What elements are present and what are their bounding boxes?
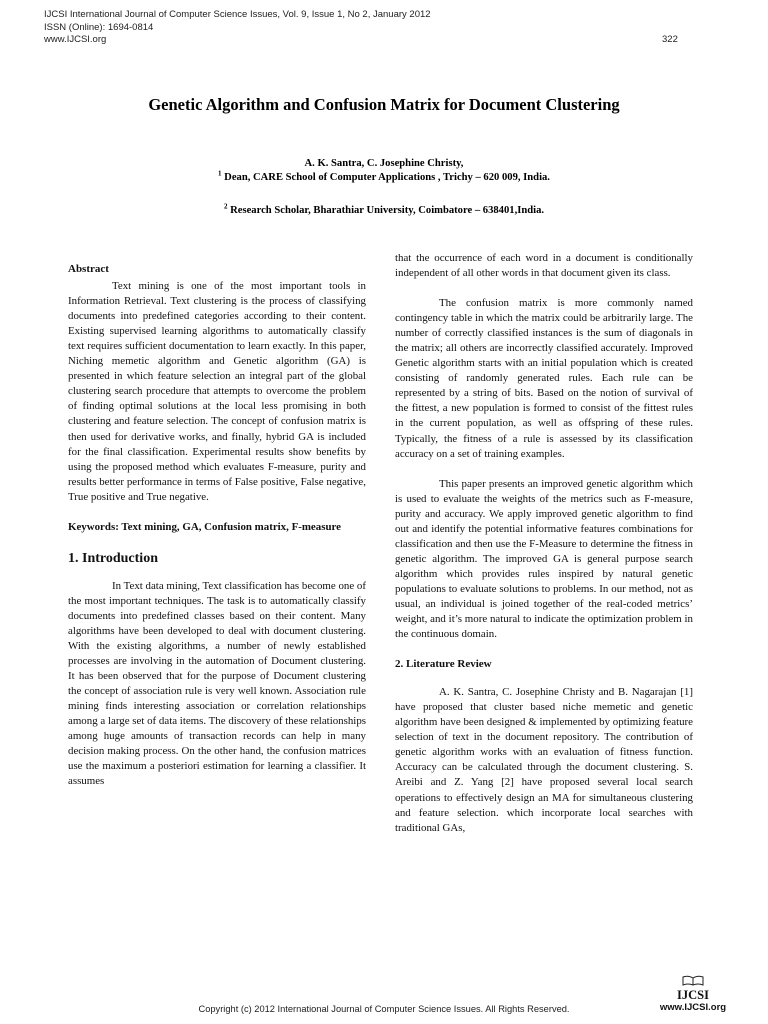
- journal-website: www.IJCSI.org: [44, 34, 107, 46]
- affiliation-2: [0, 202, 768, 216]
- open-book-icon: [652, 975, 734, 989]
- paper-title: Genetic Algorithm and Confusion Matrix for Document Clustering: [148, 95, 620, 114]
- logo-name: IJCSI: [677, 988, 709, 1002]
- logo-url: www.IJCSI.org: [659, 1002, 727, 1013]
- running-header: [44, 9, 431, 47]
- abstract-text: Text mining is one of the most important tools in Information Retrieval. Text clustering is the process of classifying documents into predefined categories according to their content. Existing supervised learning algorithms to automatically classify text requires sufficient documentation to learn exactly. In this paper, Niching memetic algorithm and Genetic algorithm (GA) is presented in which feature selection an integral part of the global clustering search procedure that attempts to overcome the problem of finding optimal solutions at the local less promising in both clustering and feature selection. The concept of confusion matrix is then used for derivative works, and finally, hybrid GA is included for the final classification. Experimental results show benefits by using the proposed method which evaluates F-measure, purity and results better performance in terms of False positive, False negative, True positive and True negative.: [68, 280, 366, 503]
- abstract-heading: Abstract: [68, 263, 109, 275]
- ijcsi-logo: [652, 975, 734, 1013]
- journal-name: IJCSI International Journal of Computer Science Issues, Vol. 9, Issue 1, No 2, January 2012: [44, 9, 431, 20]
- continuation-paragraph: that the occurrence of each word in a document is conditionally independent of all other words in that document given its class.: [395, 252, 693, 280]
- introduction-text: In Text data mining, Text classification has become one of the most important techniques. The task is to automatically classify documents into predefined classes based on their content. Many algorithms have been developed to deal with document clustering. With the existing algorithms, a number of newly established processes are involving in the automation of Document clustering. It has been observed that for the purpose of Document clustering the concept of association rule is very well known. Association rule mining finds interesting association or correlation relationships among a large set of data items. The discovery of these relationships among huge amounts of transaction records can help in many decision making process. On the other hand, the confusion matrices use the maximum a posteriori estimation for learning a classifier. It assumes: [68, 579, 366, 788]
- introduction-heading: 1. Introduction: [68, 550, 158, 566]
- left-column: [68, 262, 366, 789]
- copyright-footer: Copyright (c) 2012 International Journal of Computer Science Issues. All Rights Reserved.: [198, 1004, 570, 1014]
- keywords: Keywords: Text mining, GA, Confusion matrix, F-measure: [68, 520, 341, 533]
- page-number: 322: [662, 34, 678, 45]
- right-column: [395, 251, 693, 836]
- affiliation-1-text: Dean, CARE School of Computer Applications , Trichy – 620 009, India.: [221, 171, 550, 183]
- author-names: A. K. Santra, C. Josephine Christy,: [304, 158, 464, 169]
- literature-review-heading: 2. Literature Review: [395, 658, 492, 671]
- affiliation-1: [0, 168, 768, 185]
- literature-review-text: A. K. Santra, C. Josephine Christy and B. Nagarajan [1] have proposed that cluster based niche memetic and genetic algorithm have been designed & implemented by optimizing feature selection of text in the document repository. The contribution of genetic algorithm works with an evaluation of fitness function. Accuracy can be calculated through the document clustering. S. Areibi and Z. Yang [2] have proposed several local search operations to effectively design an MA for simultaneous clustering and feature selection. which incorporate local searches with traditional GAs,: [395, 686, 693, 834]
- affiliation-2-mark: 2: [223, 202, 228, 211]
- issn: ISSN (Online): 1694-0814: [44, 21, 154, 33]
- confusion-matrix-paragraph: The confusion matrix is more commonly named contingency table in which the matrix could be arbitrarily large. The number of correctly classified instances is the sum of diagonals in the matrix; all others are incorrectly classified accurately. Improved Genetic algorithm starts with an initial population which is created consisting of randomly generated rules. Each rule can be represented by a string of bits. Based on the notion of survival of the fittest, a new population is formed to consist of the fittest rules in the current population, as well as offspring of these rules. Typically, the fitness of a rule is assessed by its classification accuracy on a set of training examples.: [395, 297, 693, 460]
- author-block: [0, 157, 768, 184]
- affiliation-2-text: Research Scholar, Bharathiar University, Coimbatore – 638401,India.: [227, 205, 545, 216]
- proposed-method-paragraph: This paper presents an improved genetic algorithm which is used to evaluate the weights of the metrics such as F-measure, purity and accuracy. We apply improved genetic algorithm to find out and identify the potential informative features combinations for classification and then use the F-Measure to determine the fitness in genetic algorithm. The improved GA is general purpose search algorithm which provides rules inspired by natural genetic populations to evaluate solutions to problems. In our method, not as usual, an individual is joined together of the real-coded metrics’ weight, and it’s more natural to indicate the optimization problem in the continuous domain.: [395, 477, 693, 641]
- affiliation-1-mark: 1: [218, 168, 222, 177]
